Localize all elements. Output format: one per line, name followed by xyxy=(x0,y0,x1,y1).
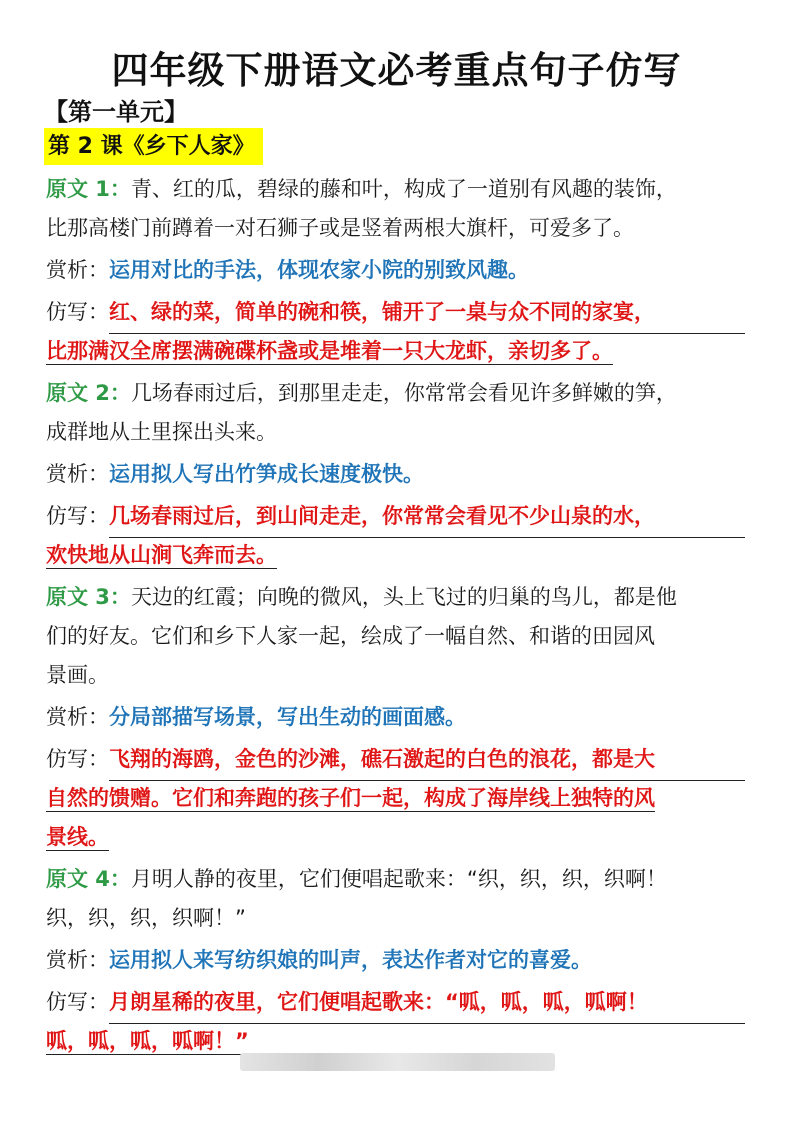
original-label: 原文 4： xyxy=(46,867,131,891)
analysis-text: 运用拟人写出竹笋成长速度极快。 xyxy=(109,462,424,486)
imitation-text: 呱，呱，呱，呱啊！” xyxy=(46,1029,249,1053)
analysis-label: 赏析： xyxy=(46,462,109,486)
original-label: 原文 2： xyxy=(46,381,131,405)
imitation-text: 景线。 xyxy=(46,825,109,849)
imitation-label: 仿写： xyxy=(46,747,109,771)
imitation-label: 仿写： xyxy=(46,990,109,1014)
original-label: 原文 1： xyxy=(46,177,131,201)
imitation-1 xyxy=(46,293,751,371)
original-text: 织，织，织，织啊！” xyxy=(46,906,246,930)
analysis-label: 赏析： xyxy=(46,258,109,282)
analysis-text: 运用拟人来写纺织娘的叫声，表达作者对它的喜爱。 xyxy=(109,948,592,972)
analysis-text: 运用对比的手法，体现农家小院的别致风趣。 xyxy=(109,258,529,282)
analysis-2 xyxy=(46,455,751,494)
analysis-label: 赏析： xyxy=(46,705,109,729)
original-text: 青、红的瓜，碧绿的藤和叶，构成了一道别有风趣的装饰， xyxy=(130,177,677,201)
imitation-4 xyxy=(46,983,751,1061)
original-sentence-4 xyxy=(46,860,751,938)
analysis-label: 赏析： xyxy=(46,948,109,972)
lesson-heading: 第 2 课《乡下人家》 xyxy=(44,128,263,165)
imitation-text: 红、绿的菜，简单的碗和筷，铺开了一桌与众不同的家宴， xyxy=(109,293,745,334)
unit-heading: 【第一单元】 xyxy=(44,98,188,126)
blurred-watermark xyxy=(240,1053,555,1071)
original-text: 月明人静的夜里，它们便唱起歌来：“织，织，织，织啊！ xyxy=(130,867,667,891)
original-sentence-3 xyxy=(46,578,751,695)
original-text: 成群地从土里探出头来。 xyxy=(46,420,277,444)
original-text: 几场春雨过后，到那里走走，你常常会看见许多鲜嫩的笋， xyxy=(130,381,677,405)
original-sentence-2 xyxy=(46,374,751,452)
imitation-label: 仿写： xyxy=(46,300,109,324)
imitation-label: 仿写： xyxy=(46,504,109,528)
imitation-text: 欢快地从山涧飞奔而去。 xyxy=(46,543,277,567)
sentence-list xyxy=(46,170,751,1053)
original-label: 原文 3： xyxy=(46,585,131,609)
imitation-text: 飞翔的海鸥，金色的沙滩，礁石激起的白色的浪花，都是大 xyxy=(109,740,745,781)
original-text: 天边的红霞；向晚的微风，头上飞过的归巢的鸟儿，都是他 xyxy=(130,585,677,609)
analysis-text: 分局部描写场景，写出生动的画面感。 xyxy=(109,705,466,729)
original-text: 景画。 xyxy=(46,663,109,687)
original-sentence-1 xyxy=(46,170,751,248)
imitation-3 xyxy=(46,740,751,857)
original-text: 比那高楼门前蹲着一对石狮子或是竖着两根大旗杆，可爱多了。 xyxy=(46,216,634,240)
page-title: 四年级下册语文必考重点句子仿写 xyxy=(111,49,682,92)
analysis-4 xyxy=(46,941,751,980)
imitation-text: 自然的馈赠。它们和奔跑的孩子们一起，构成了海岸线上独特的风 xyxy=(46,786,655,810)
imitation-2 xyxy=(46,497,751,575)
original-text: 们的好友。它们和乡下人家一起，绘成了一幅自然、和谐的田园风 xyxy=(46,624,655,648)
imitation-text: 几场春雨过后，到山间走走，你常常会看见不少山泉的水， xyxy=(109,497,745,538)
imitation-text: 比那满汉全席摆满碗碟杯盏或是堆着一只大龙虾，亲切多了。 xyxy=(46,339,613,363)
analysis-1 xyxy=(46,251,751,290)
imitation-text: 月朗星稀的夜里，它们便唱起歌来：“呱，呱，呱，呱啊！ xyxy=(109,983,745,1024)
analysis-3 xyxy=(46,698,751,737)
